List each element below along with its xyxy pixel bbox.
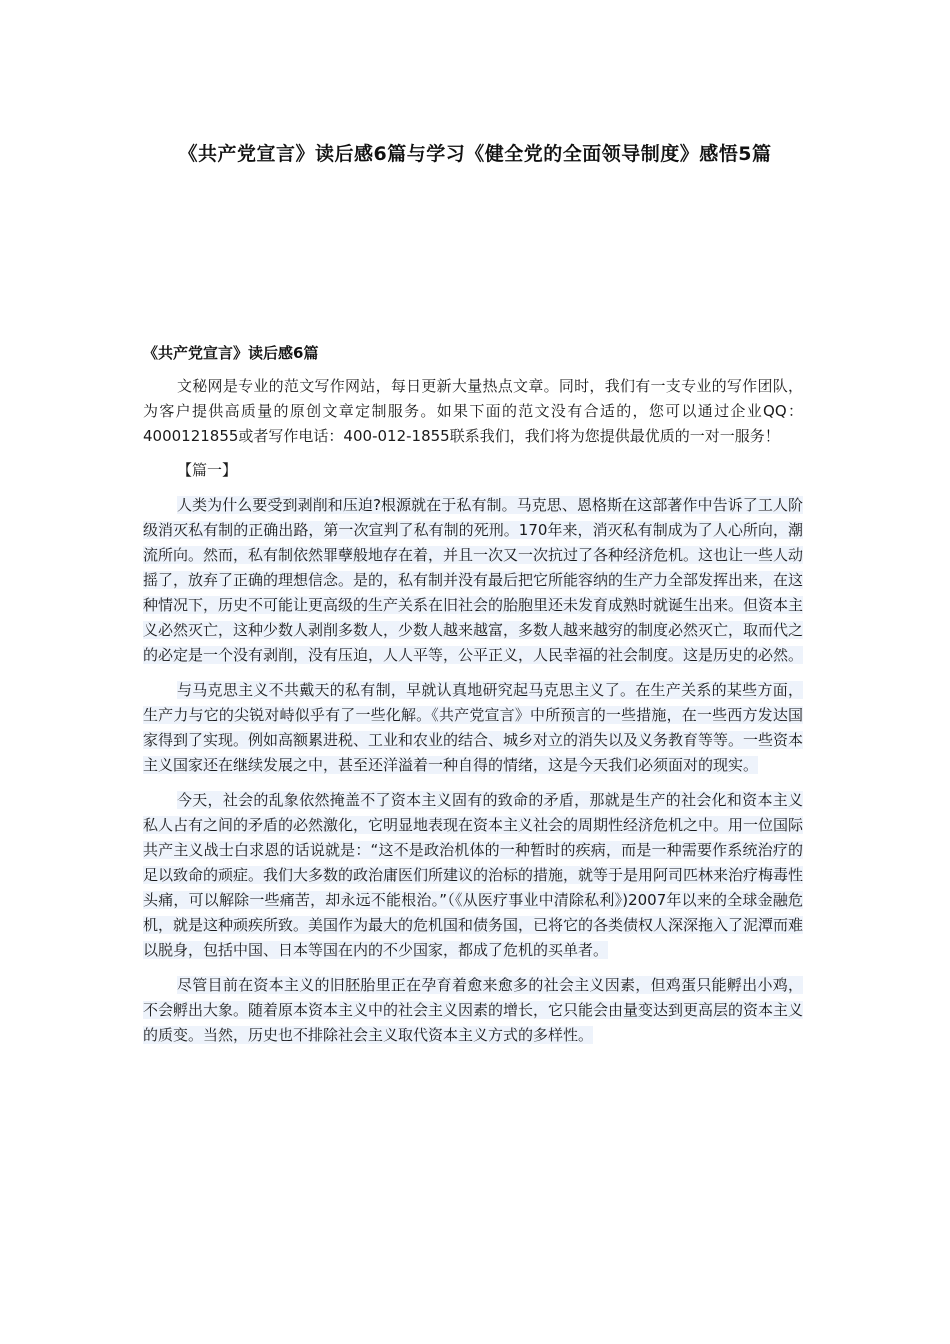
body-paragraph-text: 尽管目前在资本主义的旧胚胎里正在孕育着愈来愈多的社会主义因素，但鸡蛋只能孵出小鸡，不会孵出大象。随着原本资本主义中的社会主义因素的增长，它只能会由量变达到更高层的资本主义的质变。当然，历史也不排除社会主义取代资本主义方式的多样性。 [143,976,804,1044]
part-heading-text: 【篇一】 [177,461,238,479]
document-title: 《共产党宣言》读后感6篇与学习《健全党的全面领导制度》感悟5篇 [178,143,772,165]
body-paragraph-text: 与马克思主义不共戴天的私有制，早就认真地研究起马克思主义了。在生产关系的某些方面，生产力与它的尖锐对峙似乎有了一些化解。《共产党宣言》中所预言的一些措施，在一些西方发达国家得到了实现。例如高额累进税、工业和农业的结合、城乡对立的消失以及义务教育等等。一些资本主义国家还在继续发展之中，甚至还洋溢着一种自得的情绪，这是今天我们必须面对的现实。 [143,681,804,774]
body-paragraph-text: 人类为什么要受到剥削和压迫?根源就在于私有制。马克思、恩格斯在这部著作中告诉了工人阶级消灭私有制的正确出路，第一次宣判了私有制的死刑。170年来，消灭私有制成为了人心所向，潮流所向。然而，私有制依然罪孽般地存在着，并且一次又一次抗过了各种经济危机。这也让一些人动摇了，放弃了正确的理想信念。是的，私有制并没有最后把它所能容纳的生产力全部发挥出来，在这种情况下，历史不可能让更高级的生产关系在旧社会的胎胞里还未发育成熟时就诞生出来。但资本主义必然灭亡，这种少数人剥削多数人，少数人越来越富，多数人越来越穷的制度必然灭亡，取而代之的必定是一个没有剥削，没有压迫，人人平等，公平正义，人民幸福的社会制度。这是历史的必然。 [143,496,804,664]
document-body [143,340,803,1058]
section-title: 《共产党宣言》读后感6篇 [143,344,319,362]
intro-paragraph [143,374,803,449]
intro-text: 文秘网是专业的范文写作网站，每日更新大量热点文章。同时，我们有一支专业的写作团队，为客户提供高质量的原创文章定制服务。如果下面的范文没有合适的，您可以通过企业QQ：4000121855或者写作电话：400-012-1855联系我们，我们将为您提供最优质的一对一服务！ [143,377,803,445]
part-heading [143,457,803,483]
body-paragraph [143,788,803,963]
body-paragraph [143,678,803,778]
body-paragraph [143,973,803,1048]
body-paragraph [143,493,803,668]
body-paragraph-text: 今天，社会的乱象依然掩盖不了资本主义固有的致命的矛盾，那就是生产的社会化和资本主义私人占有之间的矛盾的必然激化，它明显地表现在资本主义社会的周期性经济危机之中。用一位国际共产主义战士白求恩的话说就是：“这不是政治机体的一种暂时的疾病，而是一种需要作系统治疗的足以致命的顽症。我们大多数的政治庸医们所建议的治标的措施，就等于是用阿司匹林来治疗梅毒性头痛，可以解除一些痛苦，却永远不能根治。”（《从医疗事业中清除私利》)2007年以来的全球金融危机，就是这种顽疾所致。美国作为最大的危机国和债务国，已将它的各类债权人深深拖入了泥潭而难以脱身，包括中国、日本等国在内的不少国家，都成了危机的买单者。 [143,791,804,959]
